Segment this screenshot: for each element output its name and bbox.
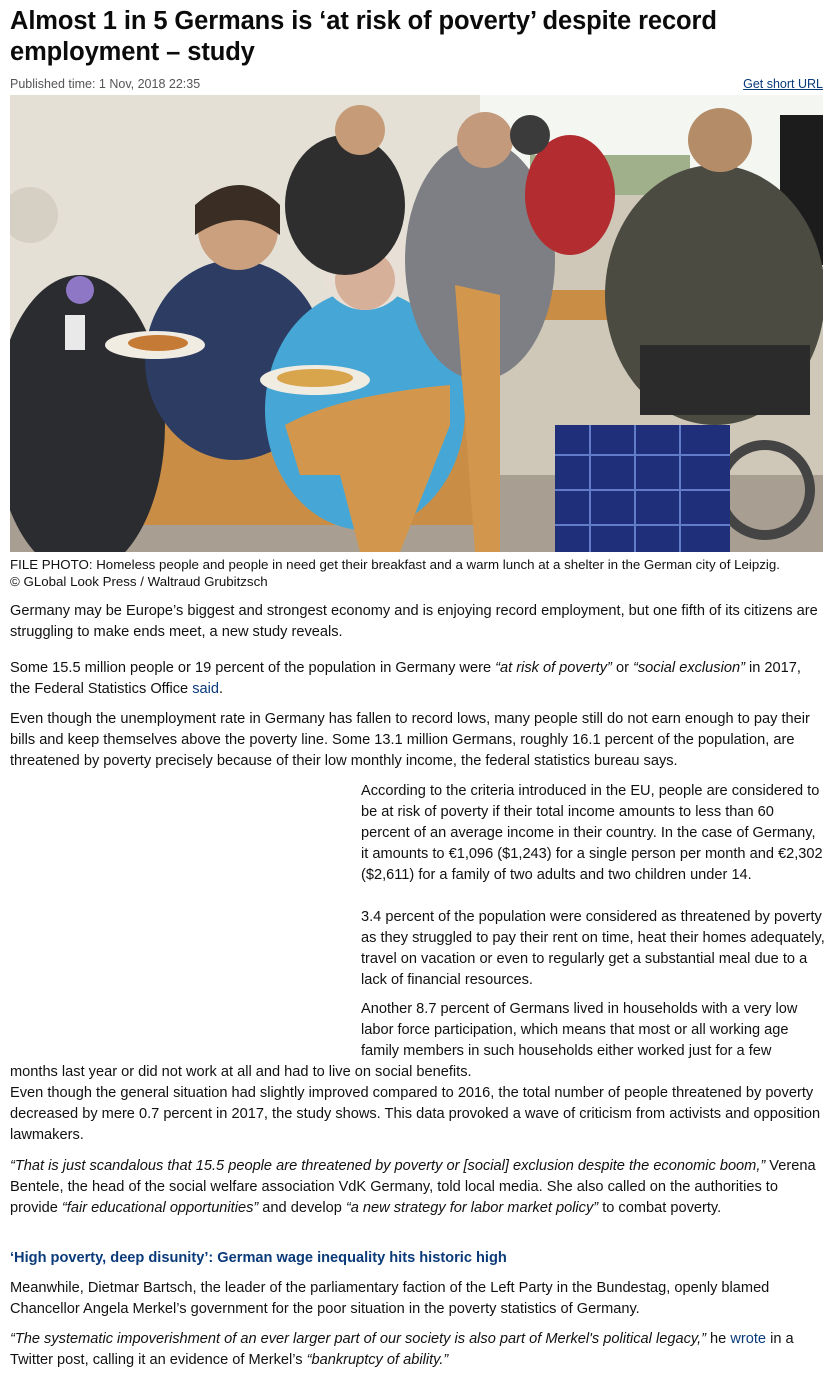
said-link[interactable]: said [192,681,220,697]
paragraph-improvement: Even though the general situation had slightly improved compared to 2016, the total number of people threatened by poverty decreased by mere 0.7 percent in 2017, the study shows. This data provoked a wave of criticism from activists and opposition lawmakers. [10,1085,821,1143]
quote: “bankruptcy of ability.” [306,1352,449,1368]
text: and develop [258,1200,346,1216]
text: or [611,660,633,676]
text: in a Twitter post, calling it an evidence of Merkel’s [10,1331,794,1368]
text: in 2017, the Federal Statistics Office [10,660,801,697]
article-meta [10,77,823,91]
caption-credit: © GLobal Look Press / Waltraud Grubitzsch [10,574,268,589]
paragraph-bartsch: Meanwhile, Dietmar Bartsch, the leader of the parliamentary faction of the Left Party in the Bundestag, openly blamed Chancellor Angela Merkel’s government for the poor situation in the poverty statistics of Germany. [10,1280,770,1317]
text: Verena Bentele, the head of the social welfare association VdK Germany, told local media. She also called on the authorities to provide [10,1158,816,1216]
photo-caption [10,556,825,590]
text: . [219,681,224,697]
get-short-url-link[interactable]: Get short URL [743,77,823,91]
paragraph-vdk-quote [10,1156,825,1219]
paragraph-low-participation: Another 8.7 percent of Germans lived in households with a very low labor force participation, which means that most or all working age family members in such households either worked just for a few [361,1001,798,1059]
text: he [706,1331,731,1347]
paragraph-low-participation-end: months last year or did not work at all and had to live on social benefits. [10,1064,472,1080]
published-time: Published time: 1 Nov, 2018 22:35 [10,77,201,91]
paragraph-statistics [10,658,825,700]
paragraph-deprivation: 3.4 percent of the population were considered as threatened by poverty as they struggled to pay their rent on time, heat their homes adequately, travel on vacation or even to regularly get a substantial meal due to a lack of financial resources. [361,909,825,988]
text: to combat poverty. [598,1200,722,1216]
paragraph-unemployment: Even though the unemployment rate in Germany has fallen to record lows, many people still do not earn enough to pay their bills and keep themselves above the poverty line. Some 13.1 million Germans, roughly 16.1 percent of the population, are threatened by poverty precisely because of their low monthly income, the federal statistics bureau says. [10,711,810,769]
quote: “That is just scandalous that 15.5 people are threatened by poverty or [social] exclusion despite the economic boom,” [10,1158,766,1174]
quote: “fair educational opportunities” [61,1200,259,1216]
paragraph-intro: Germany may be Europe’s biggest and strongest economy and is enjoying record employment, but one fifth of its citizens are struggling to make ends meet, a new study reveals. [10,603,818,640]
paragraph-eu-criteria: According to the criteria introduced in the EU, people are considered to be at risk of poverty if their total income amounts to less than 60 percent of an average income in their country. In the case of Germany, it amounts to €1,096 ($1,243) for a single person per month and €2,302 ($2,611) for a family of two adults and two children under 14. [361,783,823,883]
wrote-link[interactable]: wrote [730,1331,767,1347]
quote: “a new strategy for labor market policy” [345,1200,599,1216]
caption-text: FILE PHOTO: Homeless people and people in need get their breakfast and a warm lunch at a shelter in the German city of Leipzig. [10,557,780,572]
related-article-link[interactable]: ‘High poverty, deep disunity’: German wage inequality hits historic high [10,1250,507,1266]
text: Some 15.5 million people or 19 percent of the population in Germany were [10,660,496,676]
article-photo [10,95,823,552]
quote: “The systematic impoverishment of an ever larger part of our society is also part of Merkel's political legacy,” [10,1331,706,1347]
article-title: Almost 1 in 5 Germans is ‘at risk of poverty’ despite record employment – study [10,7,717,66]
paragraph-twitter-quote [10,1329,825,1371]
quote: “at risk of poverty” [495,660,612,676]
quote: “social exclusion” [633,660,745,676]
